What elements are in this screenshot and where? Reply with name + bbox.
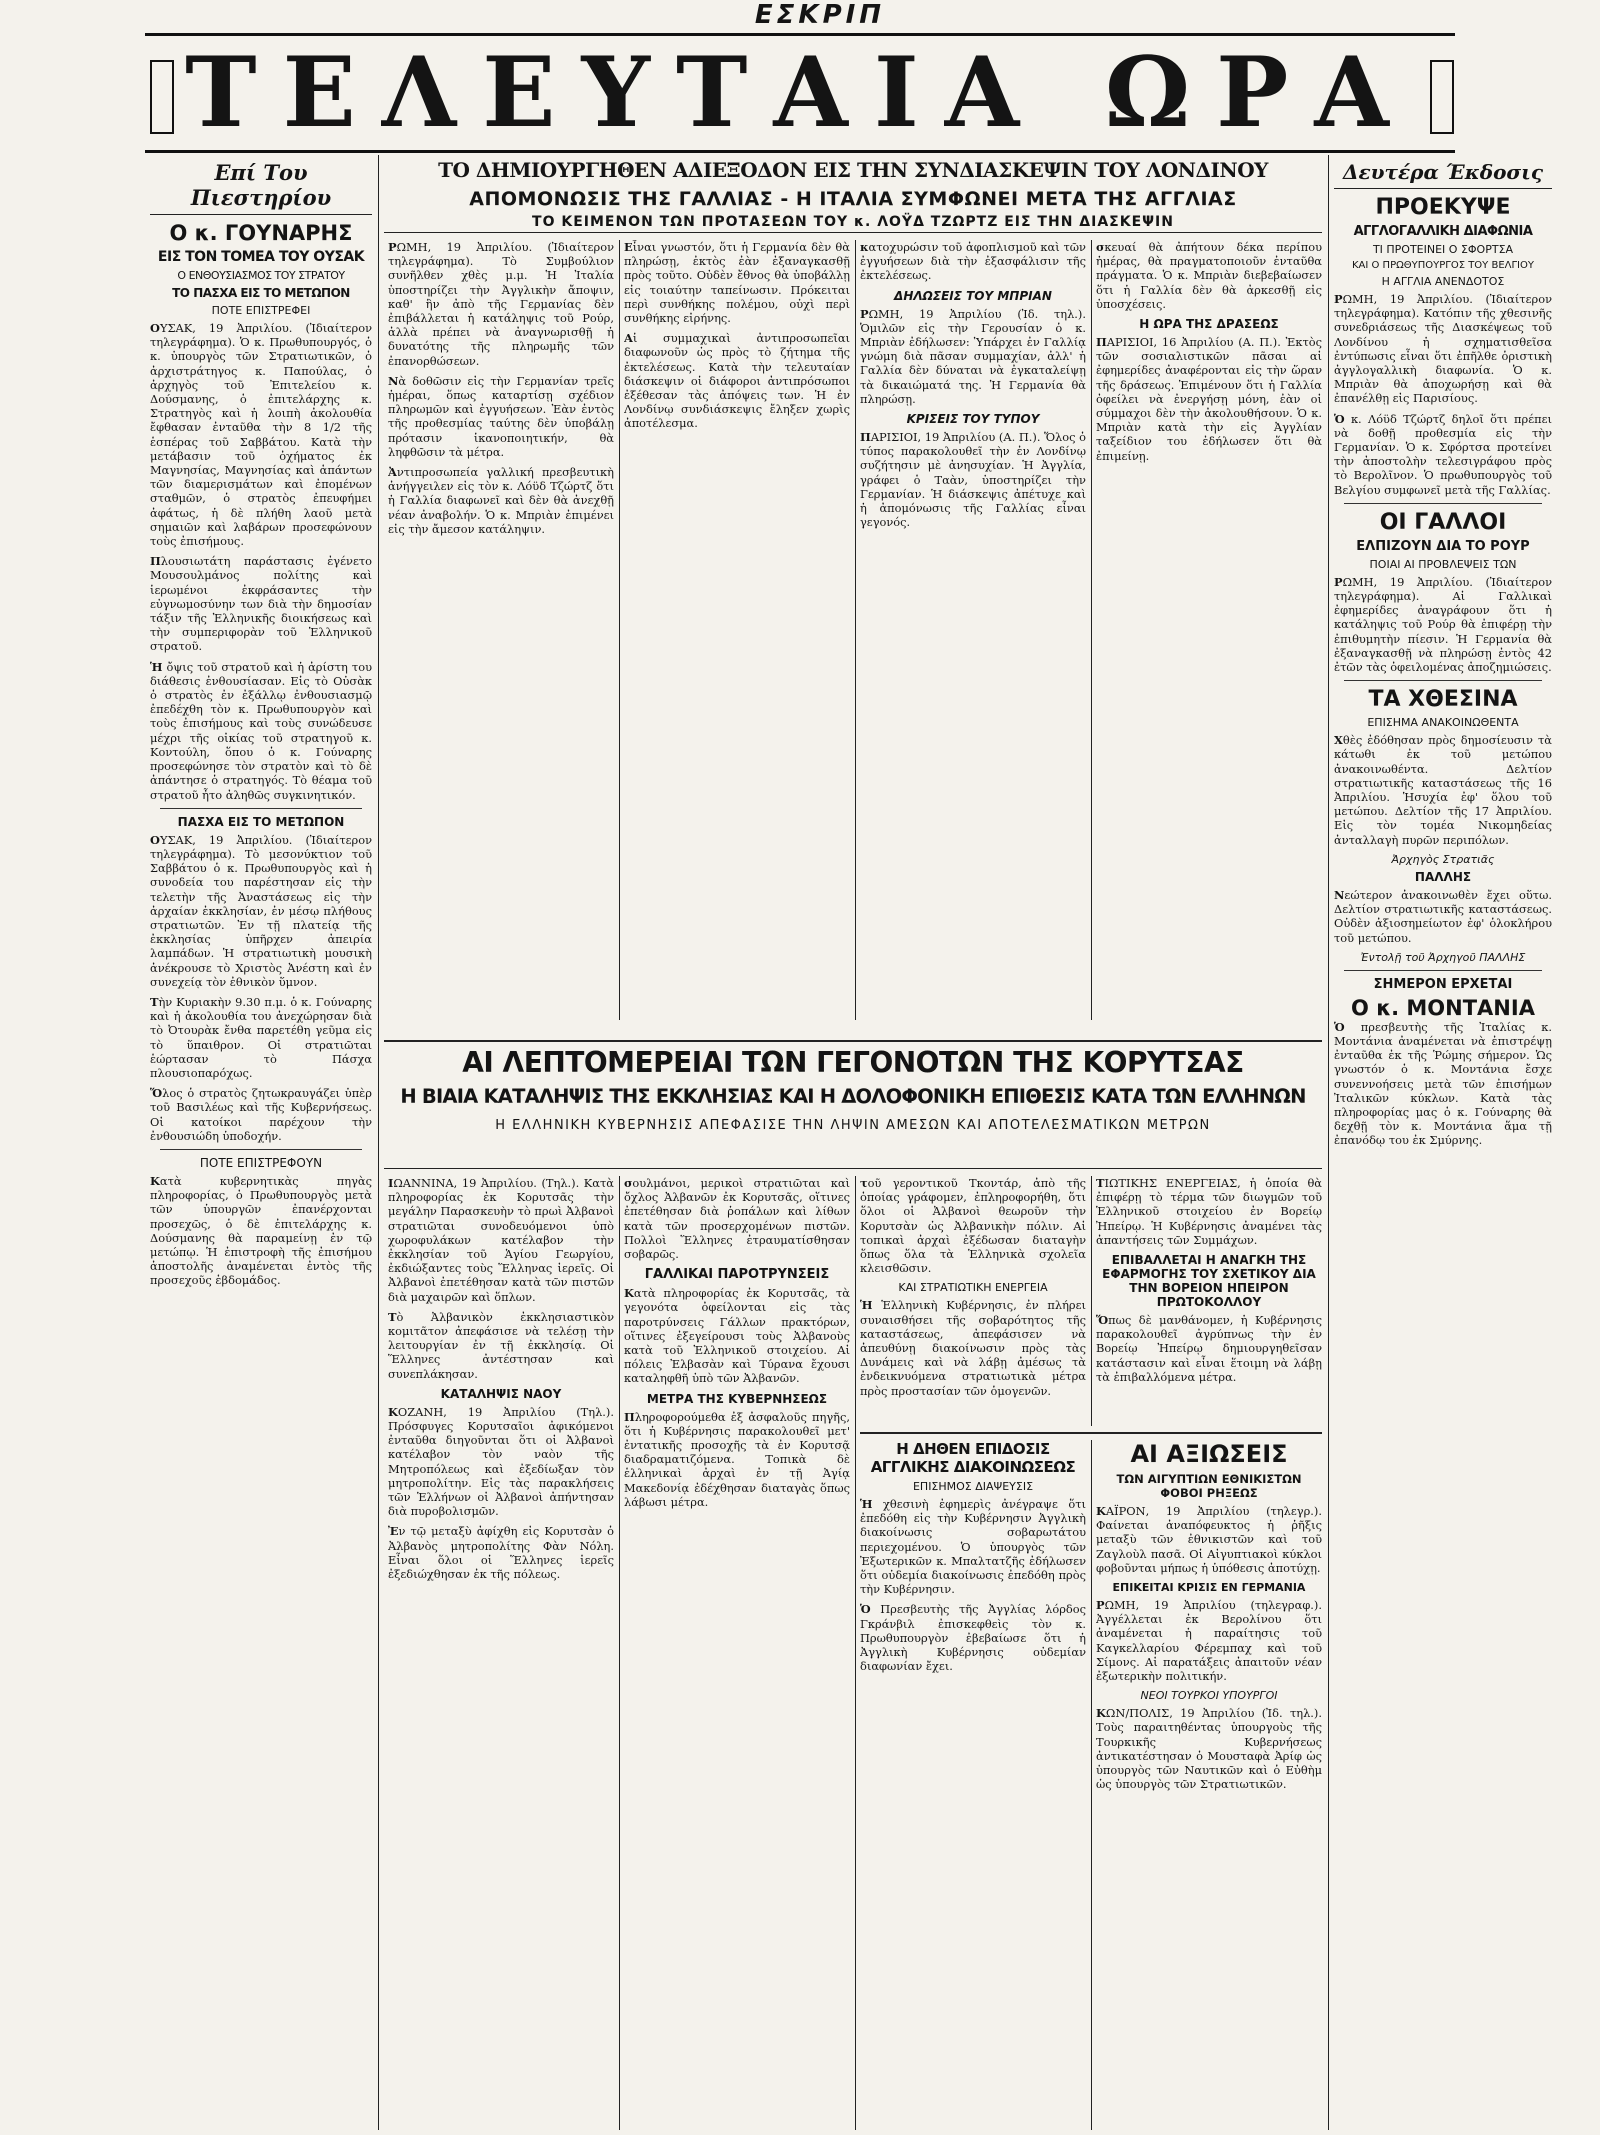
article-paragraph: ΚΑΪΡΟΝ, 19 Ἀπριλίου (τηλεγρ.). Φαίνεται ἀναπόφευκτος ἡ ῥῆξις μεταξὺ τῶν ἐθνικιστῶν καὶ τοῦ Ζαγλοὺλ πασᾶ. Οἱ Αἰγυπτιακοὶ κύκλοι φοβοῦνται μήπως ἡ ὑπόθεσις ἀποτύχῃ. [1096,1504,1322,1575]
column-rule [855,1176,856,2130]
kortitsa-col-2 [624,1176,850,2130]
egypt-subhead: ΤΩΝ ΑΙΓΥΠΤΙΩΝ ΕΘΝΙΚΙΣΤΩΝ ΦΟΒΟΙ ΡΗΞΕΩΣ [1116,1472,1302,1500]
section-subhead: ΜΕΤΡΑ ΤΗΣ ΚΥΒΕΡΝΗΣΕΩΣ [646,1391,828,1406]
left-deck-1: Ο ΕΝΘΟΥΣΙΑΣΜΟΣ ΤΟΥ ΣΤΡΑΤΟΥ [177,269,345,282]
rule [384,232,1322,233]
left-headline: Ο κ. ΓΟΥΝΑΡΗΣ [169,221,353,245]
column-rule [855,240,856,1020]
signature: Ἀρχηγὸς Στρατιᾶς [1391,852,1495,866]
london-col-1 [388,240,614,1020]
communiques-headline: ΤΑ ΧΘΕΣΙΝΑ [1368,687,1518,713]
rule [384,1168,1322,1169]
article-paragraph: Ὁ Πρεσβευτὴς τῆς Ἀγγλίας λόρδος Γκράνβιλ ἐπισκεφθεὶς τὸν κ. Πρωθυπουργὸν ἐβεβαίωσε ὅτι ἡ Ἀγγλικὴ Κυβέρνησις οὐδεμίαν διαφωνίαν ἔχει. [860,1602,1086,1674]
article-paragraph: Ἀντιπροσωπεία γαλλική πρεσβευτικὴ ἀνήγγειλεν εἰς τὸν κ. Λόϋδ Τζώρτζ ὅτι ἡ Γαλλία διαφωνεῖ καὶ δὲν θὰ ἀνεχθῇ νέαν ἀναβολήν. Ὁ κ. Μπριὰν ἐπιμένει εἰς τὴν ἄμεσον κατάληψιν. [388,465,614,536]
section-subhead: ΚΡΙΣΕΙΣ ΤΟΥ ΤΥΠΟΥ [906,412,1040,427]
london-col-4 [1096,240,1322,1020]
montania-headline: ΣΗΜΕΡΟΝ ΕΡΧΕΤΑΙ [1373,976,1513,992]
section-separator [160,1149,362,1150]
article-paragraph: τοῦ γεροντικοῦ Τκοντάρ, ἀπὸ τῆς ὁποίας γράφομεν, ἐπληροφορήθη, ὅτι ὅλοι οἱ Ἀλβανοὶ θεωροῦν τὴν Κορυτσὰν ὡς Ἀλβανικὴν πόλιν. Αἱ τοπικαὶ ἀρχαὶ ἐξέδωσαν διαταγὴν ὅπως ὅλα τὰ Ἑλληνικὰ σχολεῖα κλεισθῶσιν. [860,1176,1086,1276]
egypt-headline: ΑΙ ΑΞΙΩΣΕΙΣ [1130,1440,1288,1468]
article-paragraph: ΟΥΣΑΚ, 19 Ἀπριλίου. (Ἰδιαίτερον τηλεγράφημα). Ὁ κ. Πρωθυπουργός, ὁ κ. ὑπουργὸς τῶν Στρατιωτικῶν, ὁ ἀρχιστράτηγος κ. Παπούλας, ὁ ἀρχηγὸς τοῦ Ἐπιτελείου κ. Δούσμανης, ὁ ἐπιτελάρχης κ. Στρατηγὸς καὶ ἡ λοιπὴ ἀκολουθία ἔφθασαν ἐνταῦθα τὴν 8 1/2 τῆς ἑσπέρας τοῦ Σαββάτου. Κατὰ τὴν μετάβασιν τοῦ ὀχήματος ἐκ Μαγνησίας, Μαγνησίας καὶ ἁπάντων τῶν διαμερισμάτων καὶ ἐπομένων σταθμῶν, ὁ στρατὸς ἐπευφήμει ἀφάτως, ἡ δὲ πλήθη λαοῦ μετὰ σημαιῶν καὶ λαβάρων προσεφώνουν τοὺς ἐπισήμους. [150,321,372,549]
left-deck-3: ΠΟΤΕ ΕΠΙΣΤΡΕΦΕΙ [211,304,311,317]
article-paragraph: ΡΩΜΗ, 19 Ἀπριλίου. (Ἰδιαίτερον τηλεγράφημα). Αἱ Γαλλικαὶ ἐφημερίδες ἀναγράφουν ὅτι ἡ κατάληψις τοῦ Ρούρ θὰ ἐπιφέρῃ τὴν ἐπιθυμητὴν πίεσιν. Ἡ Γερμανία θὰ ἐξαναγκασθῇ νὰ πληρώσῃ ἐντὸς 42 ἐτῶν τὰς ὀφειλομένας ἀποζημιώσεις. [1334,574,1552,675]
section-subhead: ΕΠΙΚΕΙΤΑΙ ΚΡΙΣΙΣ ΕΝ ΓΕΡΜΑΝΙΑ [1112,1581,1306,1595]
right-subhead: ΑΓΓΛΟΓΑΛΛΙΚΗ ΔΙΑΦΩΝΙΑ [1353,224,1533,239]
column-rule [1091,240,1092,1020]
article-paragraph: Κατὰ πληροφορίας ἐκ Κορυτσᾶς, τὰ γεγονότα ὀφείλονται εἰς τὰς παροτρύνσεις Γάλλων πρακτόρων, οἵτινες ἐξεγείρουσι τοὺς Ἀλβανοὺς κατὰ τοῦ Ἑλληνικοῦ στοιχείου. Αἱ πόλεις Ἐλβασὰν καὶ Τύρανα ἔχουσι καταληφθῆ ὑπὸ τῶν Ἀλβανῶν. [624,1286,850,1386]
right-column [1334,160,1552,2130]
left-section-title: ΠΑΣΧΑ ΕΙΣ ΤΟ ΜΕΤΩΠΟΝ [177,814,345,829]
column-rule [1091,1440,1092,2130]
article-paragraph: ΟΥΣΑΚ, 19 Ἀπριλίου. (Ἰδιαίτερον τηλεγράφημα). Τὸ μεσονύκτιον τοῦ Σαββάτου ὁ κ. Πρωθυπουργὸς καὶ ἡ συνοδεία του παρέστησαν εἰς τὴν τελετὴν τῆς Ἀναστάσεως εἰς τὴν ἀρχαίαν ἐκκλησίαν, ἐν μέσῳ πλήθους στρατιωτῶν. Ἐν τῇ πλατείᾳ τῆς ἐκκλησίας ὑπῆρχεν ἀπειρία λαμπάδων. Ἡ στρατιωτικὴ μουσικὴ ἀνέκρουσε τὸ Χριστὸς Ἀνέστη καὶ ἐν συνεχείᾳ τὸν ἐθνικὸν ὕμνον. [150,832,372,989]
article-paragraph: Ὁ πρεσβευτὴς τῆς Ἰταλίας κ. Μοντάνια ἀναμένεται νὰ ἐπιστρέψῃ ἐνταῦθα ἐκ τῆς Ῥώμης σήμερον. Ὡς γνωστόν ὁ κ. Μοντάνια ἔσχε συνεννοήσεις μετὰ τῶν ἐπισήμων Ἰταλικῶν κύκλων. Κατὰ τὰς πληροφορίας μας ὁ κ. Γούναρης θὰ δεχθῇ τὸν κ. Μοντάνια ἅμα τῇ ἐπανόδῳ του ἐκ Σμύρνης. [1334,1019,1552,1148]
right-deck-2: ΚΑΙ Ο ΠΡΩΘΥΠΟΥΡΓΟΣ ΤΟΥ ΒΕΛΓΙΟΥ [1351,260,1534,271]
article-paragraph: Πλουσιωτάτη παράστασις ἐγένετο Μουσουλμάνος πολίτης καὶ ἱερωμένοι ἐκφράσαντες τὴν εὐγνωμοσύνην των διὰ τὴν δημοσίαν τάξιν τῆς Ἑλληνικῆς διοικήσεως καὶ τὴν συμπεριφορὰν τοῦ Ἑλληνικοῦ στρατοῦ. [150,554,372,654]
article-paragraph: ΠΑΡΙΣΙΟΙ, 16 Ἀπριλίου (Α. Π.). Ἐκτὸς τῶν σοσιαλιστικῶν πᾶσαι αἱ ἐφημερίδες ἀναφέρονται εἰς τὴν ὥραν τῆς δράσεως. Ἐπιμένουν ὅτι ἡ Γαλλία ὀφείλει νὰ ἐνεργήσῃ μόνη, ἐὰν οἱ σύμμαχοι δὲν τὴν ἀκολουθήσουν. Ὁ κ. Μπριὰν κατὰ τὴν εἰς Ἀγγλίαν ταξείδιον του ἐδήλωσεν ὅτι θὰ ἐπιμείνῃ. [1096,335,1322,463]
london-col-3 [860,240,1086,1020]
french-subhead: ΕΛΠΙΖΟΥΝ ΔΙΑ ΤΟ ΡΟΥΡ [1356,538,1530,554]
kortitsa-header [384,1046,1322,1164]
rule [860,1432,1322,1434]
communiques-subhead: ΕΠΙΣΗΜΑ ΑΝΑΚΟΙΝΩΘΕΝΤΑ [1367,716,1519,730]
article-paragraph: Τὴν Κυριακὴν 9.30 π.μ. ὁ κ. Γούναρης καὶ ἡ ἀκολουθία του ἀνεχώρησαν διὰ τὸ Ὀτουρὰκ ἔνθα παρετέθη γεῦμα εἰς τὸ ὕπαιθρον. Οἱ στρατιῶται ἑώρτασαν τὸ Πάσχα πλουσιοπαρόχως. [150,994,372,1080]
article-paragraph: ΚΟΖΑΝΗ, 19 Ἀπριλίου (Τηλ.). Πρόσφυγες Κορυτσαῖοι ἀφικόμενοι ἐνταῦθα διηγοῦνται ὅτι οἱ Ἀλβανοὶ κατέλαβον τὸν ναὸν τῆς Μητροπόλεως καὶ ἐξεδίωξαν τὸν μητροπολίτην. Εἰς τὰς παρακλήσεις τῶν Ἑλλήνων οἱ Ἀλβανοὶ ἀπήντησαν διὰ πυροβολισμῶν. [388,1404,614,1519]
article-paragraph: κατοχυρώσιν τοῦ ἀφοπλισμοῦ καὶ τῶν ἐγγυήσεων διὰ τὴν ἐξασφάλισιν τῆς ἐκτελέσεως. [860,240,1086,283]
article-paragraph: Χθὲς ἐδόθησαν πρὸς δημοσίευσιν τὰ κάτωθι ἐκ τοῦ μετώπου ἀνακοινωθέντα. Δελτίον στρατιωτικῆς καταστάσεως τῆς 16 Ἀπριλίου. Ἡσυχία ἐφ' ὅλου τοῦ μετώπου. Δελτίον τῆς 17 Ἀπριλίου. Εἰς τὸν τομέα Νικομηδείας ἀνταλλαγὴ πυρῶν περιπόλων. [1334,733,1552,847]
section-subhead: ΔΗΛΩΣΕΙΣ ΤΟΥ ΜΠΡΙΑΝ [894,288,1052,303]
column-rule [619,240,620,1020]
section-separator [1344,970,1542,971]
article-paragraph: ΡΩΜΗ, 19 Ἀπριλίου. (Ἰδιαίτερον τηλεγράφημα). Τὸ Συμβούλιον συνῆλθεν χθὲς μ.μ. Ἡ Ἰταλία ὑποστηρίζει τὴν Ἀγγλικὴν ἄποψιν, καθ' ἣν ἀπὸ τῆς Γερμανίας δὲν ἐπιβάλλεται ἡ κατάληψις τοῦ Ρούρ, ἀλλὰ πρέπει νὰ ἀναγνωρισθῇ ἡ δυνατότης τῆς πληρωμῆς τῶν ἐπανορθώσεων. [388,240,614,368]
article-paragraph: ΠΑΡΙΣΙΟΙ, 19 Ἀπριλίου (Α. Π.). Ὅλος ὁ τύπος παρακολουθεῖ τὴν ἐν Λονδίνῳ συζήτησιν μὲ ἀνησυχίαν. Ἡ Ἀγγλία, γράφει ὁ Ταὰν, ὑποστηρίζει τὴν Γερμανίαν. Ἡ διάσκεψις ἀπέτυχε καὶ ἡ ἀπομόνωσις τῆς Γαλλίας εἶναι γεγονός. [860,430,1086,530]
section-subhead: ΚΑΙ ΣΤΡΑΤΙΩΤΙΚΗ ΕΝΕΡΓΕΙΑ [898,1281,1048,1295]
article-paragraph: Ἡ χθεσινὴ ἐφημερὶς ἀνέγραψε ὅτι ἐπεδόθη εἰς τὴν Κυβέρνησιν Ἀγγλικὴ διακοίνωσις σοβαρωτάτου περιεχομένου. Ὁ ὑπουργὸς τῶν Ἐξωτερικῶν κ. Μπαλτατζῆς ἐδήλωσεν ὅτι οὐδεμία διακοίνωσις ἐπεδόθη πρὸς τὴν Κυβέρνησιν. [860,1497,1086,1597]
left-subhead: ΕΙΣ ΤΟΝ ΤΟΜΕΑ ΤΟΥ ΟΥΣΑΚ [157,249,365,265]
section-separator [160,808,362,809]
kortitsa-col-3 [860,1176,1086,1426]
article-paragraph: ΡΩΜΗ, 19 Ἀπριλίου. (Ἰδιαίτερον τηλεγράφημα). Κατόπιν τῆς χθεσινῆς συνεδριάσεως τῆς Διασκέψεως τοῦ Λονδίνου ἡ σχηματισθεῖσα ἐντύπωσις εἶναι ὅτι ἐπῆλθε ὁριστικὴ ἀγγλογαλλικὴ διαφωνία. Ὁ κ. Μπριὰν θὰ ἀποχωρήσῃ καὶ θὰ ἐπανέλθῃ εἰς Παρισίους. [1334,292,1552,406]
signature-name: ΠΑΛΛΗΣ [1414,869,1472,884]
section-subhead: ΝΕΟΙ ΤΟΥΡΚΟΙ ΥΠΟΥΡΓΟΙ [1140,1689,1278,1703]
section-separator [1344,680,1542,681]
column-rule [378,155,379,2130]
london-headline: ΤΟ ΔΗΜΙΟΥΡΓΗΘΕΝ ΑΔΙΕΞΟΔΟΝ ΕΙΣ ΤΗΝ ΣΥΝΔΙΑΣΚΕΨΙΝ ΤΟΥ ΛΟΝΔΙΝΟΥ [438,158,1268,182]
left-deck-2: ΤΟ ΠΑΣΧΑ ΕΙΣ ΤΟ ΜΕΤΩΠΟΝ [172,286,350,300]
article-paragraph: Αἱ συμμαχικαὶ ἀντιπροσωπεῖαι διαφωνοῦν ὡς πρὸς τὸ ζήτημα τῆς ἐκτελέσεως. Κατὰ τὴν τελευταίαν διάσκεψιν οἱ διάφοροι ἀντιπρόσωποι ἐξέθεσαν τὰς ἀπόψεις των. Ἡ ἐν Λονδίνῳ συνδιάσκεψις ἔληξεν χωρὶς ἀποτέλεσμα. [624,331,850,431]
article-paragraph: ΡΩΜΗ, 19 Ἀπριλίου (τηλεγραφ.). Ἀγγέλλεται ἐκ Βερολίνου ὅτι ἀναμένεται ἡ παραίτησις τοῦ Καγκελλαρίου Φέρεμπαχ καὶ τοῦ Σίμονς. Αἱ παρατάξεις ἀπαιτοῦν νέαν ἐξωτερικὴν πολιτικήν. [1096,1598,1322,1684]
british-note-article [860,1440,1086,2130]
article-paragraph: σκευαί θὰ ἀπήτουν δέκα περίπου ἡμέρας, θὰ πραγματοποιοῦν ἐνταῦθα πράγματα. Ὁ κ. Μπριὰν διεβεβαίωσεν ὅτι ἡ Γαλλία δὲν θὰ ἀρκεσθῇ εἰς ὑποσχέσεις. [1096,240,1322,311]
article-paragraph: σουλμάνοι, μερικοὶ στρατιῶται καὶ ὄχλος Ἀλβανῶν ἐκ Κορυτσᾶς, οἵτινες ἐπετέθησαν διὰ ῥοπάλων καὶ λίθων κατὰ τῶν προσερχομένων πιστῶν. Πολλοὶ Ἕλληνες ἐτραυματίσθησαν σοβαρῶς. [624,1176,850,1262]
london-deck: ΤΟ ΚΕΙΜΕΝΟΝ ΤΩΝ ΠΡΟΤΑΣΕΩΝ ΤΟΥ κ. ΛΟΫΔ ΤΖΩΡΤΖ ΕΙΣ ΤΗΝ ΔΙΑΣΚΕΨΙΝ [532,214,1174,228]
kortitsa-col-1 [388,1176,614,2130]
montania-subhead: Ο κ. ΜΟΝΤΑΝΙΑ [1351,995,1535,1020]
article-paragraph: Ἡ Ἑλληνικὴ Κυβέρνησις, ἐν πλήρει συναισθήσει τῆς σοβαρότητος τῆς καταστάσεως, ἀπεφάσισεν νὰ ἀπευθύνῃ διακοίνωσιν πρὸς τὰς Δυνάμεις καὶ νὰ λάβῃ ἀμέσως τὰ ἐνδεικνυόμενα στρατιωτικὰ μέτρα πρὸς προστασίαν τῶν ὁμογενῶν. [860,1298,1086,1398]
article-paragraph: Ὅλος ὁ στρατὸς ζητωκραυγάζει ὑπὲρ τοῦ Βασιλέως καὶ τῆς Κυβερνήσεως. Οἱ κατοίκοι παρέχουν τὴν ἐνθουσιώδη ὑποδοχήν. [150,1086,372,1143]
article-paragraph: Ὁ κ. Λόϋδ Τζώρτζ δηλοῖ ὅτι πρέπει νὰ δοθῇ προθεσμία εἰς τὴν Γερμανίαν. Ὁ κ. Σφόρτσα προτείνει τὴν ἀποστολὴν τελεσιγράφου πρὸς τὸ Βερολῖνον. Ὁ πρωθυπουργὸς τοῦ Βελγίου συμφωνεῖ μετὰ τῆς Γαλλίας. [1334,411,1552,497]
article-paragraph: Κατὰ κυβερνητικὰς πηγὰς πληροφορίας, ὁ Πρωθυπουργὸς μετὰ τῶν ὑπουργῶν ἐπανέρχονται προσεχῶς, ὁ δὲ ἐπιτελάρχης κ. Δούσμανης θὰ παραμείνῃ ἐν τῷ μετώπῳ. Ἡ ἐπιστροφὴ τῆς ἐπισήμου ἀποστολῆς ἀναμένεται ἐντὸς τῆς προσεχοῦς ἑβδομάδος. [150,1173,372,1288]
london-col-2 [624,240,850,1020]
masthead-small-title: ΕΣΚΡΙΠ [754,0,886,30]
article-paragraph: Ὅπως δὲ μανθάνομεν, ἡ Κυβέρνησις παρακολουθεῖ ἀγρύπνως τὴν ἐν Βορείῳ Ἠπείρῳ δημιουργηθεῖσαν κατάστασιν καὶ εἶναι ἕτοιμη νὰ λάβῃ τὰ ἐπιβαλλόμενα μέτρα. [1096,1313,1322,1384]
left-column [150,160,372,2130]
french-deck: ΠΟΙΑΙ ΑΙ ΠΡΟΒΛΕΨΕΙΣ ΤΩΝ [1369,557,1517,571]
masthead-title: ΤΕΛΕΥΤΑΙΑ ΩΡΑ [185,36,1415,149]
british-note-subhead: ΕΠΙΣΗΜΟΣ ΔΙΑΨΕΥΣΙΣ [912,1480,1034,1493]
right-kicker: Δευτέρα Έκδοσις [1334,160,1552,189]
british-note-headline: Η ΔΗΘΕΝ ΕΠΙΔΟΣΙΣ ΑΓΓΛΙΚΗΣ ΔΙΑΚΟΙΝΩΣΕΩΣ [870,1440,1076,1476]
article-paragraph: ΡΩΜΗ, 19 Ἀπριλίου (Ἰδ. τηλ.). Ὁμιλῶν εἰς τὴν Γερουσίαν ὁ κ. Μπριὰν ἐδήλωσεν: Ὑπάρχει ἐν Γαλλίᾳ γνώμη διὰ πᾶσαν συμμαχίαν, ἀλλ' ἡ Γαλλία δὲν δύναται νὰ ἐγκαταλείψῃ τὰ δικαιώματά της. Ἡ Γερμανία θὰ πληρώσῃ. [860,306,1086,406]
egypt-article [1096,1440,1322,2130]
article-paragraph: ΙΩΑΝΝΙΝΑ, 19 Ἀπριλίου. (Τηλ.). Κατὰ πληροφορίας ἐκ Κορυτσᾶς τὴν μεγάλην Παρασκευὴν τὸ πρωὶ Ἀλβανοὶ στρατιῶται συνοδευόμενοι ὑπὸ χωροφυλάκων κατέλαβον τὴν ἐκκλησίαν τοῦ Ἁγίου Γεωργίου, ἐκδιώξαντες τοὺς Ἕλληνας ἱερεῖς. Οἱ Ἀλβανοὶ ἐπετέθησαν κατὰ τῶν πιστῶν διὰ μαχαιρῶν καὶ ὅπλων. [388,1176,614,1304]
article-paragraph: Πληροφορούμεθα ἐξ ἀσφαλοῦς πηγῆς, ὅτι ἡ Κυβέρνησις παρακολουθεῖ μετ' ἐντατικῆς προσοχῆς τὰ ἐν Κορυτσᾷ διαδραματιζόμενα. Τοπικὰ δὲ ἑλληνικαὶ ἀρχαὶ ἐν τῇ Ἀγίᾳ Μακεδονίᾳ ἐδέχθησαν διαταγὰς ὅπως λάβωσι μέτρα. [624,1409,850,1509]
section-subhead: Η ΩΡΑ ΤΗΣ ΔΡΑΣΕΩΣ [1139,317,1279,332]
article-paragraph: ΚΩΝ/ΠΟΛΙΣ, 19 Ἀπριλίου (Ἰδ. τηλ.). Τοὺς παραιτηθέντας ὑπουργοὺς τῆς Τουρκικῆς Κυβερνήσεως ἀντικατέστησαν ὁ Μουσταφὰ Ἀρίφ ὡς ὑπουργὸς τῶν Ναυτικῶν καὶ ὁ Εὐθὴμ ὡς ὑπουργὸς τῶν Στρατιωτικῶν. [1096,1706,1322,1792]
masthead-bottom-rule [145,150,1455,153]
article-paragraph: Νὰ δοθῶσιν εἰς τὴν Γερμανίαν τρεῖς ἡμέραι, ὅπως καταρτίσῃ σχέδιον πληρωμῶν καὶ ἐγγυήσεων. Ἐὰν ἐντὸς τῆς προθεσμίας ταύτης δὲν ὑποβάλῃ πρότασιν ἱκανοποιητικήν, θὰ ληφθῶσιν τὰ μέτρα. [388,373,614,459]
bold-callout: ΕΠΙΒΑΛΛΕΤΑΙ Η ΑΝΑΓΚΗ ΤΗΣ ΕΦΑΡΜΟΓΗΣ ΤΟΥ ΣΧΕΤΙΚΟΥ ΔΙΑ ΤΗΝ ΒΟΡΕΙΟΝ ΗΠΕΙΡΟΝ ΠΡΩΤΟΚΟΛΛΟΥ [1102,1253,1316,1310]
article-paragraph: Ἐν τῷ μεταξὺ ἀφίχθη εἰς Κορυτσὰν ὁ Ἀλβανὸς μητροπολίτης Φὰν Νόλη. Εἶναι ὅλοι οἱ Ἕλληνες ἱερεῖς ἐξεδιώχθησαν ἐκ τῆς πόλεως. [388,1524,614,1582]
left-kicker: Επί Του Πιεστηρίου [150,160,372,215]
london-subhead: ΑΠΟΜΟΝΩΣΙΣ ΤΗΣ ΓΑΛΛΙΑΣ - Η ΙΤΑΛΙΑ ΣΥΜΦΩΝΕΙ ΜΕΤΑ ΤΗΣ ΑΓΓΛΙΑΣ [469,188,1237,210]
column-rule [619,1176,620,2130]
london-conference-header [384,158,1322,228]
kortitsa-subhead: Η ΒΙΑΙΑ ΚΑΤΑΛΗΨΙΣ ΤΗΣ ΕΚΚΛΗΣΙΑΣ ΚΑΙ Η ΔΟΛΟΦΟΝΙΚΗ ΕΠΙΘΕΣΙΣ ΚΑΤΑ ΤΩΝ ΕΛΛΗΝΩΝ [400,1085,1306,1108]
section-subhead: ΚΑΤΑΛΗΨΙΣ ΝΑΟΥ [440,1386,562,1401]
kortitsa-deck: Η ΕΛΛΗΝΙΚΗ ΚΥΒΕΡΝΗΣΙΣ ΑΠΕΦΑΣΙΣΕ ΤΗΝ ΛΗΨΙΝ ΑΜΕΣΩΝ ΚΑΙ ΑΠΟΤΕΛΕΣΜΑΤΙΚΩΝ ΜΕΤΡΩΝ [495,1118,1211,1133]
right-deck-3: Η ΑΓΓΛΙΑ ΑΝΕΝΔΟΤΟΣ [1381,275,1505,288]
article-paragraph: Ἡ ὄψις τοῦ στρατοῦ καὶ ἡ ἀρίστη του διάθεσις ἐνθουσίασαν. Εἰς τὸ Οὐσὰκ ὁ στρατὸς ἐν ἐξάλλῳ ἐνθουσιασμῷ ἐπεδέχθη τὸν κ. Πρωθυπουργὸν καὶ τοὺς ἐπισήμους καὶ τοὺς συνώδευσε μέχρι τῆς οἰκίας τοῦ στρατηγοῦ κ. Κοντούλη, ὅπου ὁ κ. Γούναρης προσεφώνησε τὸν στρατὸν καὶ τὸ δὲ ἀπάντησε ὁ στρατηγός. Τὸ θέαμα τοῦ στρατοῦ ἦτο ἀληθῶς συγκινητικόν. [150,659,372,802]
kortitsa-col-4 [1096,1176,1322,1426]
section-separator [1344,503,1542,504]
left-section-title: ΠΟΤΕ ΕΠΙΣΤΡΕΦΟΥΝ [199,1155,323,1170]
article-paragraph: Τὸ Ἀλβανικὸν ἐκκλησιαστικὸν κομιτᾶτον ἀπεφάσισε νὰ τελέσῃ τὴν λειτουργίαν ἐν τῇ ἐκκλησίᾳ. Οἱ Ἕλληνες ἀντέστησαν καὶ συνεπλάκησαν. [388,1309,614,1381]
right-deck-1: ΤΙ ΠΡΟΤΕΙΝΕΙ Ο ΣΦΟΡΤΣΑ [1372,243,1514,256]
section-subhead: ΓΑΛΛΙΚΑΙ ΠΑΡΟΤΡΥΝΣΕΙΣ [644,1267,830,1283]
article-paragraph: Εἶναι γνωστόν, ὅτι ἡ Γερμανία δὲν θὰ πληρώσῃ, ἐκτὸς ἐὰν ἐξαναγκασθῇ πρὸς τοῦτο. Οὐδὲν ἔθνος θὰ ὑποβάλλῃ εἰς τοιαύτην ταπείνωσιν. Πρόκειται περὶ συνθήκης πολέμου, οὐχὶ περὶ συνθήκης εἰρήνης. [624,240,850,326]
column-rule [1091,1176,1092,1426]
article-paragraph: ΤΙΩΤΙΚΗΣ ΕΝΕΡΓΕΙΑΣ, ἡ ὁποία θὰ ἐπιφέρῃ τὸ τέρμα τῶν διωγμῶν τοῦ Ἑλληνικοῦ στοιχείου ἐν Βορείῳ Ἠπείρῳ. Ἡ Κυβέρνησις ἀναμένει τὰς ἀπαντήσεις τῶν Συμμάχων. [1096,1176,1322,1247]
signature: Ἐντολῇ τοῦ Ἀρχηγοῦ ΠΑΛΛΗΣ [1360,950,1526,964]
rule [384,1040,1322,1042]
kortitsa-headline: ΑΙ ΛΕΠΤΟΜΕΡΕΙΑΙ ΤΩΝ ΓΕΓΟΝΟΤΩΝ ΤΗΣ ΚΟΡΥΤΣΑΣ [462,1046,1244,1079]
article-paragraph: Νεώτερον ἀνακοινωθὲν ἔχει οὕτω. Δελτίον στρατιωτικῆς καταστάσεως. Οὐδὲν ἀξιοσημείωτον ἐφ' ὁλοκλήρου τοῦ μετώπου. [1334,887,1552,945]
right-headline: ΠΡΟΕΚΥΨΕ [1375,195,1511,220]
column-rule [1328,155,1329,2130]
french-headline: ΟΙ ΓΑΛΛΟΙ [1379,509,1507,535]
